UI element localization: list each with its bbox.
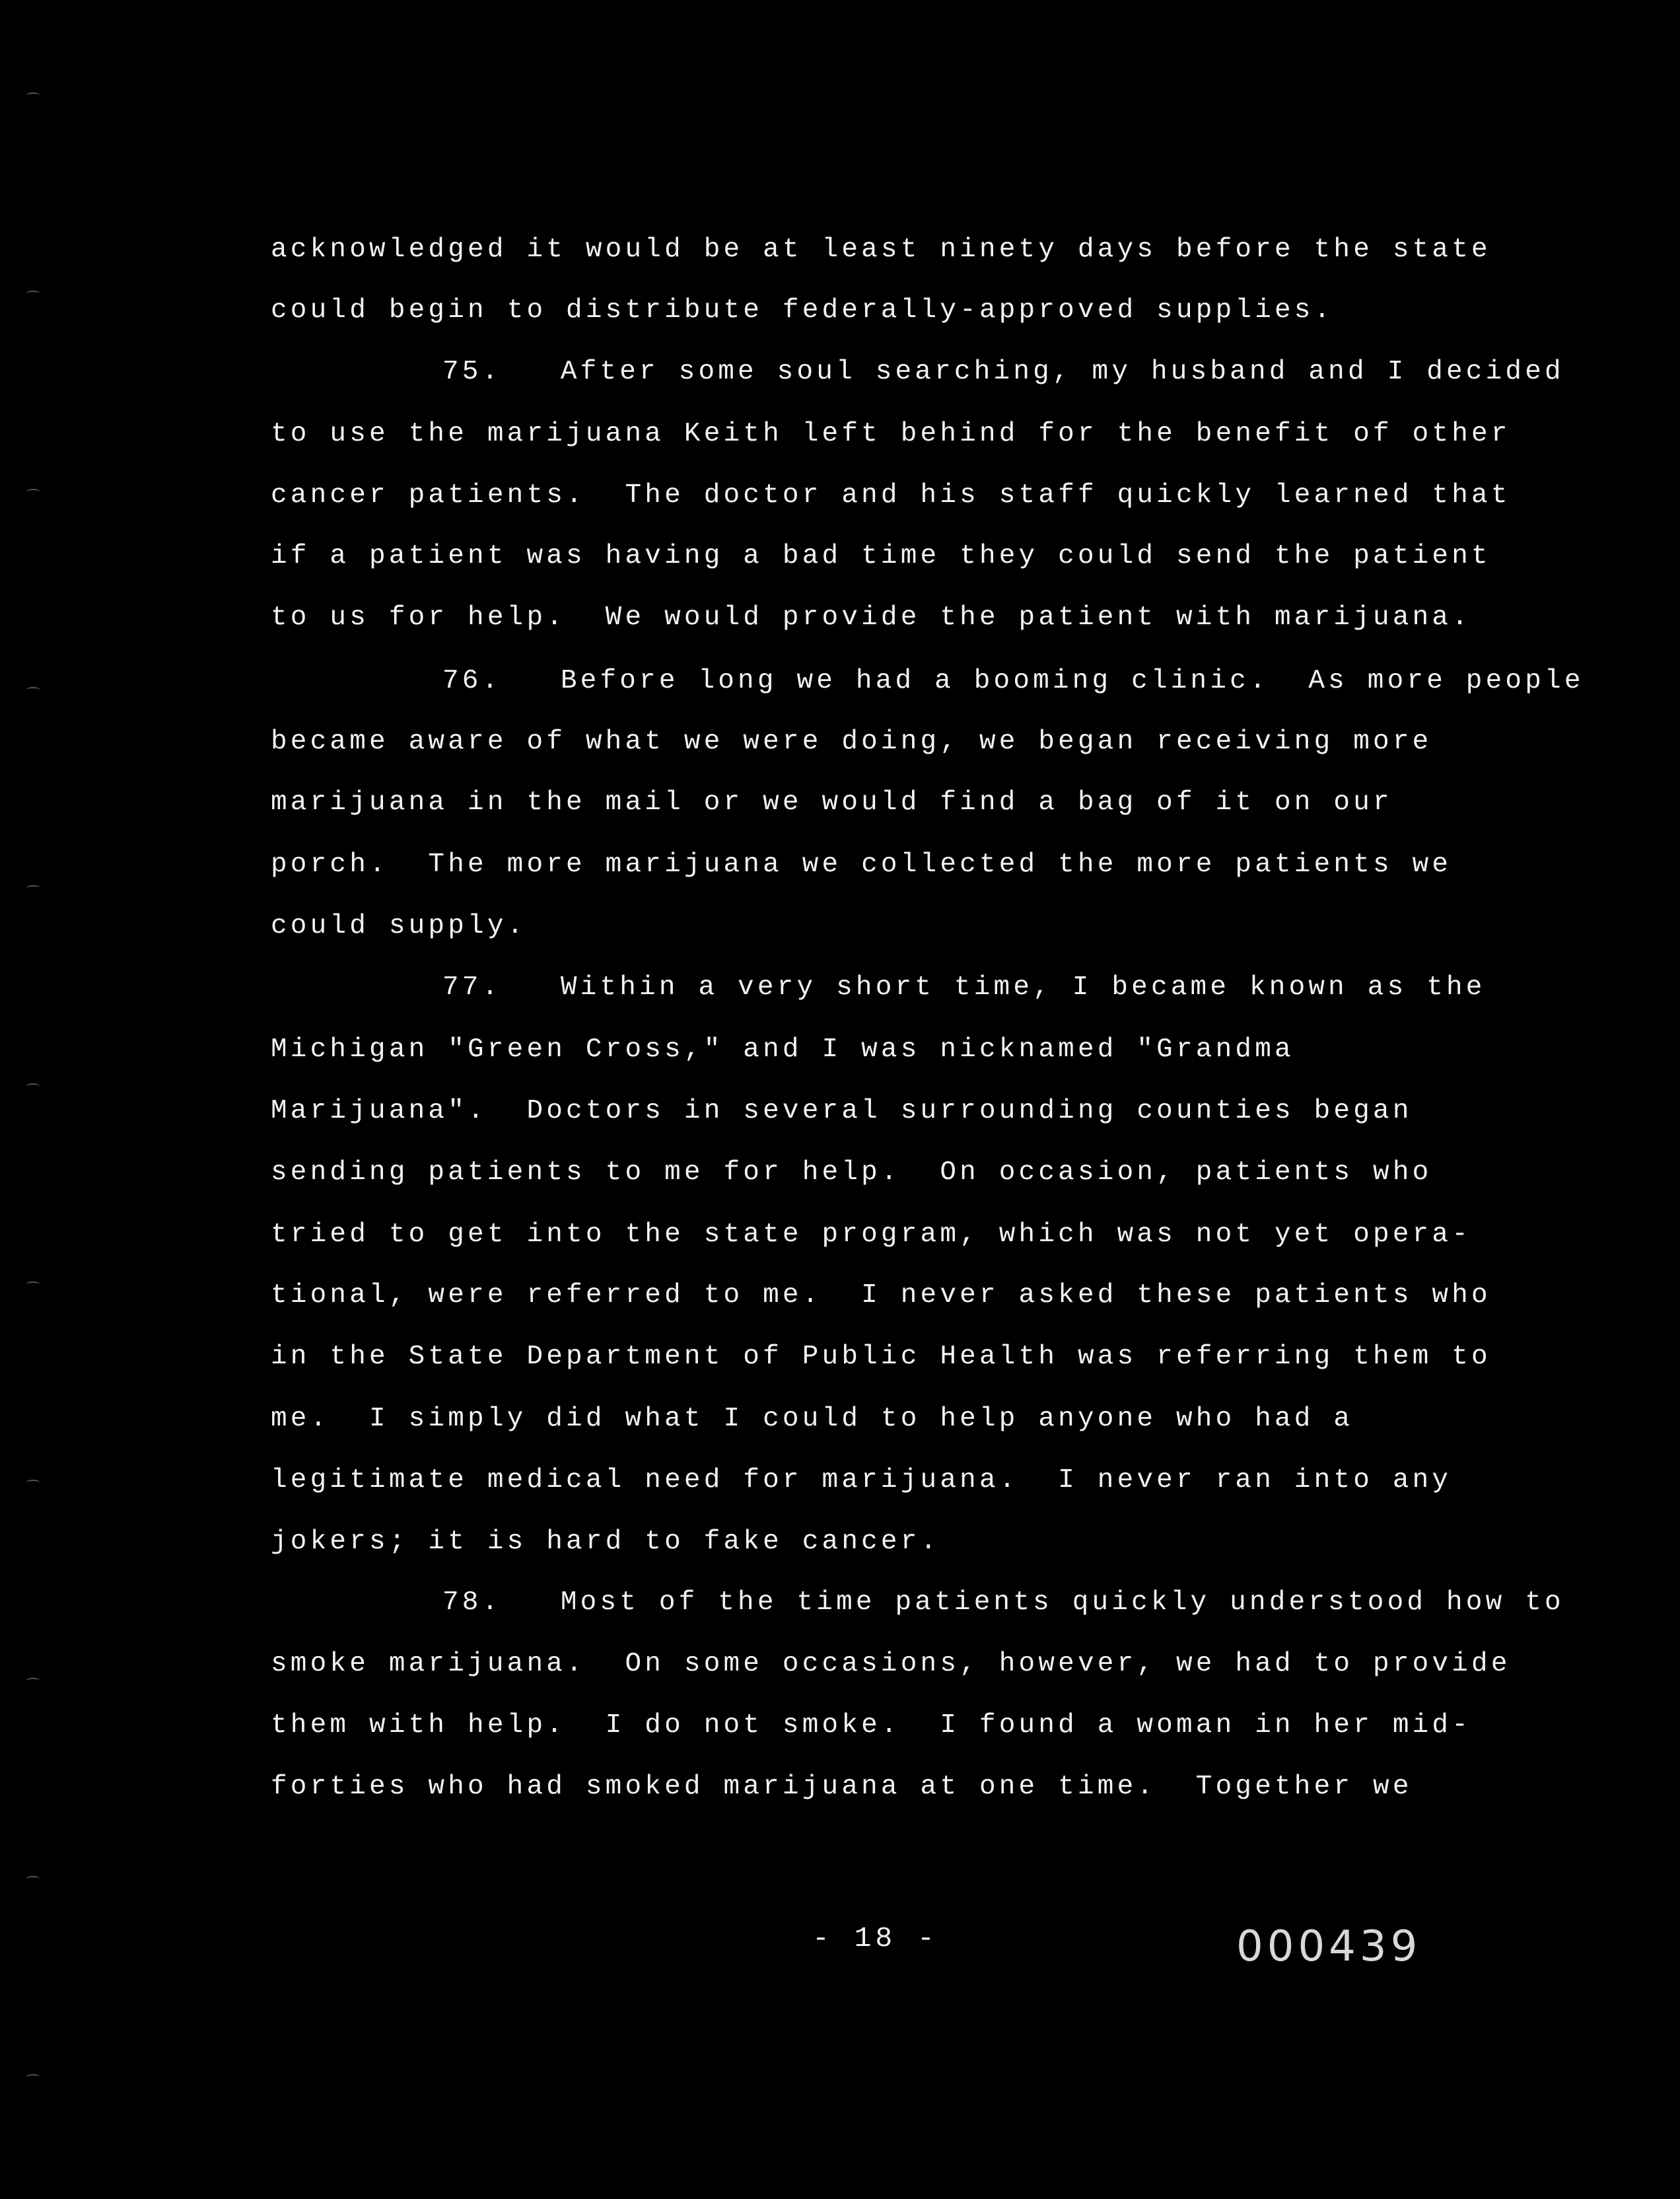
scan-speck bbox=[26, 1678, 40, 1683]
paragraph-76-start: 76. Before long we had a booming clinic. As more people bbox=[442, 666, 1584, 696]
text-line: sending patients to me for help. On occasion, patients who bbox=[271, 1157, 1432, 1188]
text-line: porch. The more marijuana we collected the more patients we bbox=[271, 849, 1452, 880]
scan-speck bbox=[26, 2074, 40, 2079]
text-line: acknowledged it would be at least ninety days before the state bbox=[271, 234, 1491, 265]
text-line: to use the marijuana Keith left behind for the benefit of other bbox=[271, 419, 1511, 449]
text-line: forties who had smoked marijuana at one time. Together we bbox=[271, 1772, 1413, 1802]
page-number: - 18 - bbox=[812, 1922, 938, 1955]
scan-speck bbox=[26, 1281, 40, 1287]
paragraph-78-start: 78. Most of the time patients quickly understood how to bbox=[442, 1587, 1564, 1618]
text-line: became aware of what we were doing, we began receiving more bbox=[271, 727, 1432, 757]
scan-speck bbox=[26, 291, 40, 296]
scan-speck bbox=[26, 1083, 40, 1089]
text-line: Marijuana". Doctors in several surrounding counties began bbox=[271, 1096, 1413, 1126]
text-line: could supply. bbox=[271, 911, 527, 941]
text-line: if a patient was having a bad time they could send the patient bbox=[271, 541, 1491, 571]
text-line: tried to get into the state program, which was not yet opera- bbox=[271, 1219, 1472, 1250]
text-line: legitimate medical need for marijuana. I never ran into any bbox=[271, 1465, 1452, 1496]
paragraph-77-start: 77. Within a very short time, I became known as the bbox=[442, 972, 1486, 1003]
text-line: to us for help. We would provide the patient with marijuana. bbox=[271, 602, 1472, 633]
text-line: me. I simply did what I could to help anyone who had a bbox=[271, 1404, 1354, 1434]
paragraph-75-start: 75. After some soul searching, my husband and I decided bbox=[442, 357, 1564, 387]
scan-speck bbox=[26, 489, 40, 494]
text-line: smoke marijuana. On some occasions, however, we had to provide bbox=[271, 1649, 1511, 1679]
text-line: could begin to distribute federally-approved supplies. bbox=[271, 295, 1334, 326]
bates-number: 000439 bbox=[1236, 1922, 1422, 1971]
text-line: Michigan "Green Cross," and I was nicknamed "Grandma bbox=[271, 1034, 1294, 1065]
text-line: cancer patients. The doctor and his staff quickly learned that bbox=[271, 480, 1511, 511]
scan-speck bbox=[26, 92, 40, 98]
scan-speck bbox=[26, 1480, 40, 1485]
text-line: marijuana in the mail or we would find a bag of it on our bbox=[271, 787, 1393, 818]
scan-speck bbox=[26, 687, 40, 692]
text-line: tional, were referred to me. I never asked these patients who bbox=[271, 1280, 1491, 1311]
scan-speck bbox=[26, 1876, 40, 1881]
text-line: them with help. I do not smoke. I found a woman in her mid- bbox=[271, 1710, 1472, 1741]
scan-speck bbox=[26, 885, 40, 890]
text-line: jokers; it is hard to fake cancer. bbox=[271, 1527, 940, 1557]
text-line: in the State Department of Public Health was referring them to bbox=[271, 1342, 1491, 1372]
